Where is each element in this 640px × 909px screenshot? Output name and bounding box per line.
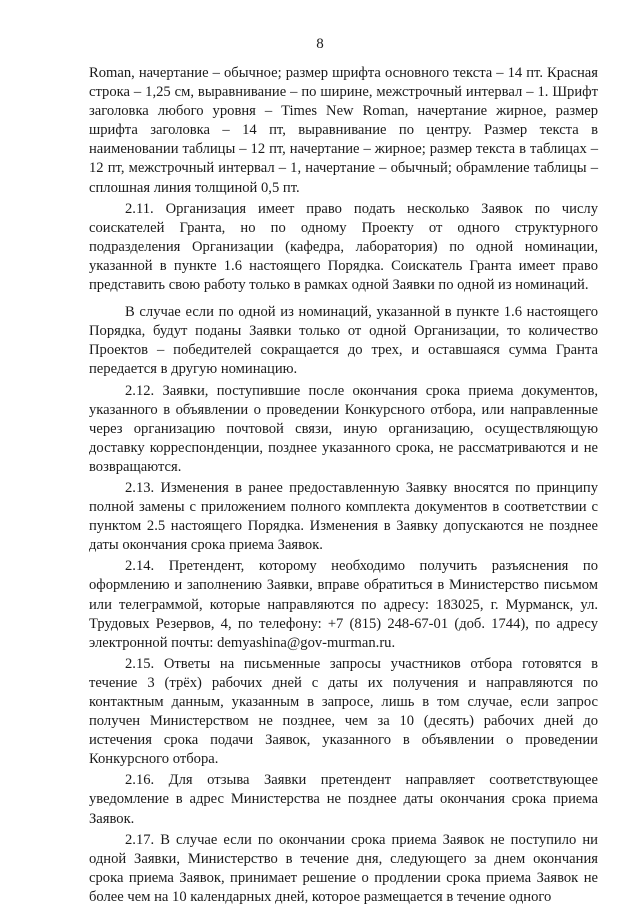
paragraph-font-requirements: Roman, начертание – обычное; размер шрифта основного текста – 14 пт. Красная строка – 1,25 см, выравнивание – по ширине, межстрочный интервал – 1. Шрифт заголовка любого уровня – Times New Roman, начертание жирное, размер шрифта заголовка – 14 пт, выравнивание по центру. Размер текста в наименовании таблицы – 12 пт, начертание – жирное; размер текста в таблицах – 12 пт, межстрочный интервал – 1, начертание – обычный; обрамление таблицы – сплошная линия толщиной 0,5 пт. [89,65,598,196]
paragraph-2-17: 2.17. В случае если по окончании срока приема Заявок не поступило ни одной Заявки, Министерство в течение дня, следующего за днем окончания срока приема Заявок, принимает решение о продлении срока приема Заявок не более чем на 10 календарных дней, которое размещается в течение одного [89,831,598,905]
document-body [89,64,598,909]
paragraph-2-11: 2.11. Организация имеет право подать несколько Заявок по числу соискателей Гранта, но по одному Проекту от одного структурного подразделения Организации (кафедра, лаборатория) по одной номинации, указанной в пункте 1.6 настоящего Порядка. Соискатель Гранта имеет право представить свою работу только в рамках одной Заявки по одной из номинаций. [89,200,598,294]
paragraph-2-16: 2.16. Для отзыва Заявки претендент направляет соответствующее уведомление в адрес Министерства не позднее даты окончания срока приема Заявок. [89,772,598,827]
page-number: 8 [316,36,324,52]
paragraph-2-15: 2.15. Ответы на письменные запросы участников отбора готовятся в течение 3 (трёх) рабочих дней с даты их получения и направляются по контактным данным, указанным в запросе, лишь в том случае, если запрос получен Министерством не позднее, чем за 10 (десять) рабочих дней до истечения срока подачи Заявок, указанного в объявлении о проведении Конкурсного отбора. [89,655,598,768]
paragraph-2-12: 2.12. Заявки, поступившие после окончания срока приема документов, указанного в объявлении о проведении Конкурсного отбора, или направленные через организацию почтовой связи, иную организацию, осуществляющую доставку корреспонденции, позднее указанного срока, не рассматриваются и не возвращаются. [89,382,598,475]
paragraph-2-13: 2.13. Изменения в ранее предоставленную Заявку вносятся по принципу полной замены с приложением полного комплекта документов в соответствии с пунктом 2.5 настоящего Порядка. Изменения в Заявку допускаются не позднее даты окончания срока приема Заявок. [89,479,598,554]
paragraph-2-14: 2.14. Претендент, которому необходимо получить разъяснения по оформлению и заполнению Заявки, вправе обратиться в Министерство письмом или телеграммой, которые направляются по адресу: 183025, г. Мурманск, ул. Трудовых Резервов, 4, по телефону: +7 (815) 248-67-01 (доб. 1744), по адресу электронной почты: demyashina@gov-murman.ru. [89,558,598,651]
paragraph-single-organization: В случае если по одной из номинаций, указанной в пункте 1.6 настоящего Порядка, будут поданы Заявки только от одной Организации, то количество Проектов – победителей сокращается до трех, и оставшаяся сумма Гранта передается в другую номинацию. [89,304,598,378]
